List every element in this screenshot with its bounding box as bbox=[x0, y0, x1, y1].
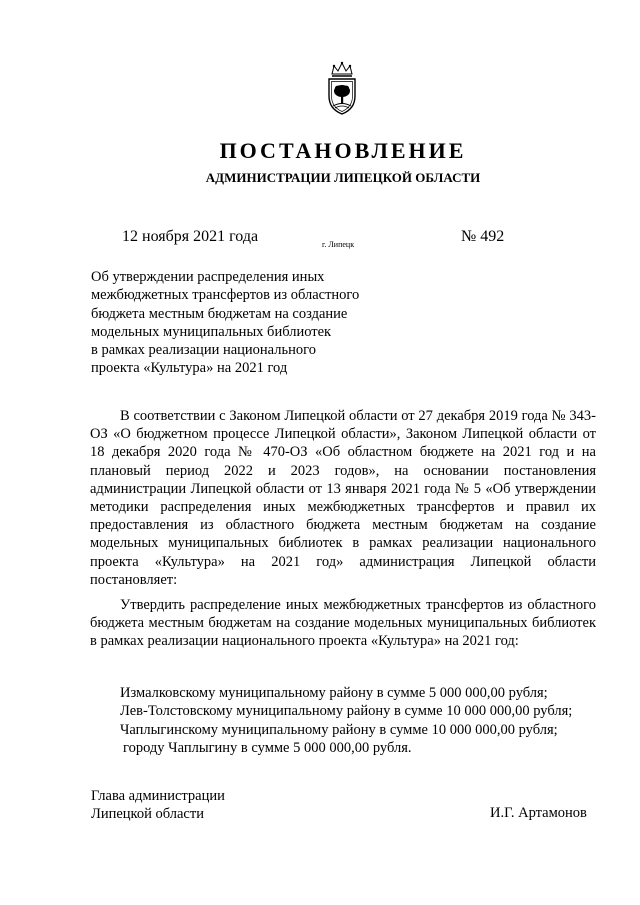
document-subtitle: АДМИНИСТРАЦИИ ЛИПЕЦКОЙ ОБЛАСТИ bbox=[205, 170, 481, 185]
allocation-item: Измалковскому муниципальному району в сумме 5 000 000,00 рубля; bbox=[120, 685, 548, 701]
signatory-position-line: Глава администрации bbox=[91, 788, 225, 804]
subject-line: межбюджетных трансфертов из областного bbox=[91, 287, 360, 304]
document-subject bbox=[91, 268, 391, 378]
subject-line: Об утверждении распределения иных bbox=[91, 269, 325, 285]
allocation-item: городу Чаплыгину в сумме 5 000 000,00 рубля. bbox=[123, 739, 412, 756]
signatory-position-line: Липецкой области bbox=[91, 806, 204, 823]
subject-line: проекта «Культура» на 2021 год bbox=[91, 360, 288, 377]
subject-line: модельных муниципальных библиотек bbox=[91, 323, 332, 340]
allocation-list bbox=[120, 684, 572, 757]
signatory-name: И.Г. Артамонов bbox=[490, 805, 587, 821]
document-city: г. Липецк bbox=[322, 240, 355, 249]
document-number: № 492 bbox=[461, 228, 505, 245]
document-date: 12 ноября 2021 года bbox=[122, 228, 259, 245]
document-title: ПОСТАНОВЛЕНИЕ bbox=[219, 138, 467, 163]
lipetsk-coat-of-arms-icon bbox=[322, 60, 362, 116]
preamble-paragraph: В соответствии с Законом Липецкой области от 27 декабря 2019 года № 343-ОЗ «О бюджетном процессе Липецкой области», Законом Липецкой области от 18 декабря 2020 года № 470-ОЗ «Об областном бюджете на 2021 год и на плановый период 2022 и 2023 годов», на основании постановления администрации Липецкой области от 13 января 2021 года № 5 «Об утверждении методики распределения иных межбюджетных трансфертов и правил их предоставления из областного бюджета местным бюджетам на создание модельных муниципальных библиотек в рамках реализации национального проекта «Культура» на 2021 год» администрация Липецкой области постановляет: bbox=[90, 408, 596, 588]
allocation-item: Чаплыгинскому муниципальному району в сумме 10 000 000,00 рубля; bbox=[120, 721, 558, 738]
subject-line: бюджета местным бюджетам на создание bbox=[91, 305, 348, 322]
allocation-item: Лев-Толстовскому муниципальному району в сумме 10 000 000,00 рубля; bbox=[120, 703, 573, 720]
resolution-paragraph: Утвердить распределение иных межбюджетных трансфертов из областного бюджета местным бюджетам на создание модельных муниципальных библиотек в рамках реализации национального проекта «Культура» на 2021 год: bbox=[90, 597, 596, 650]
subject-line: в рамках реализации национального bbox=[91, 342, 316, 359]
signatory-position bbox=[91, 787, 225, 823]
